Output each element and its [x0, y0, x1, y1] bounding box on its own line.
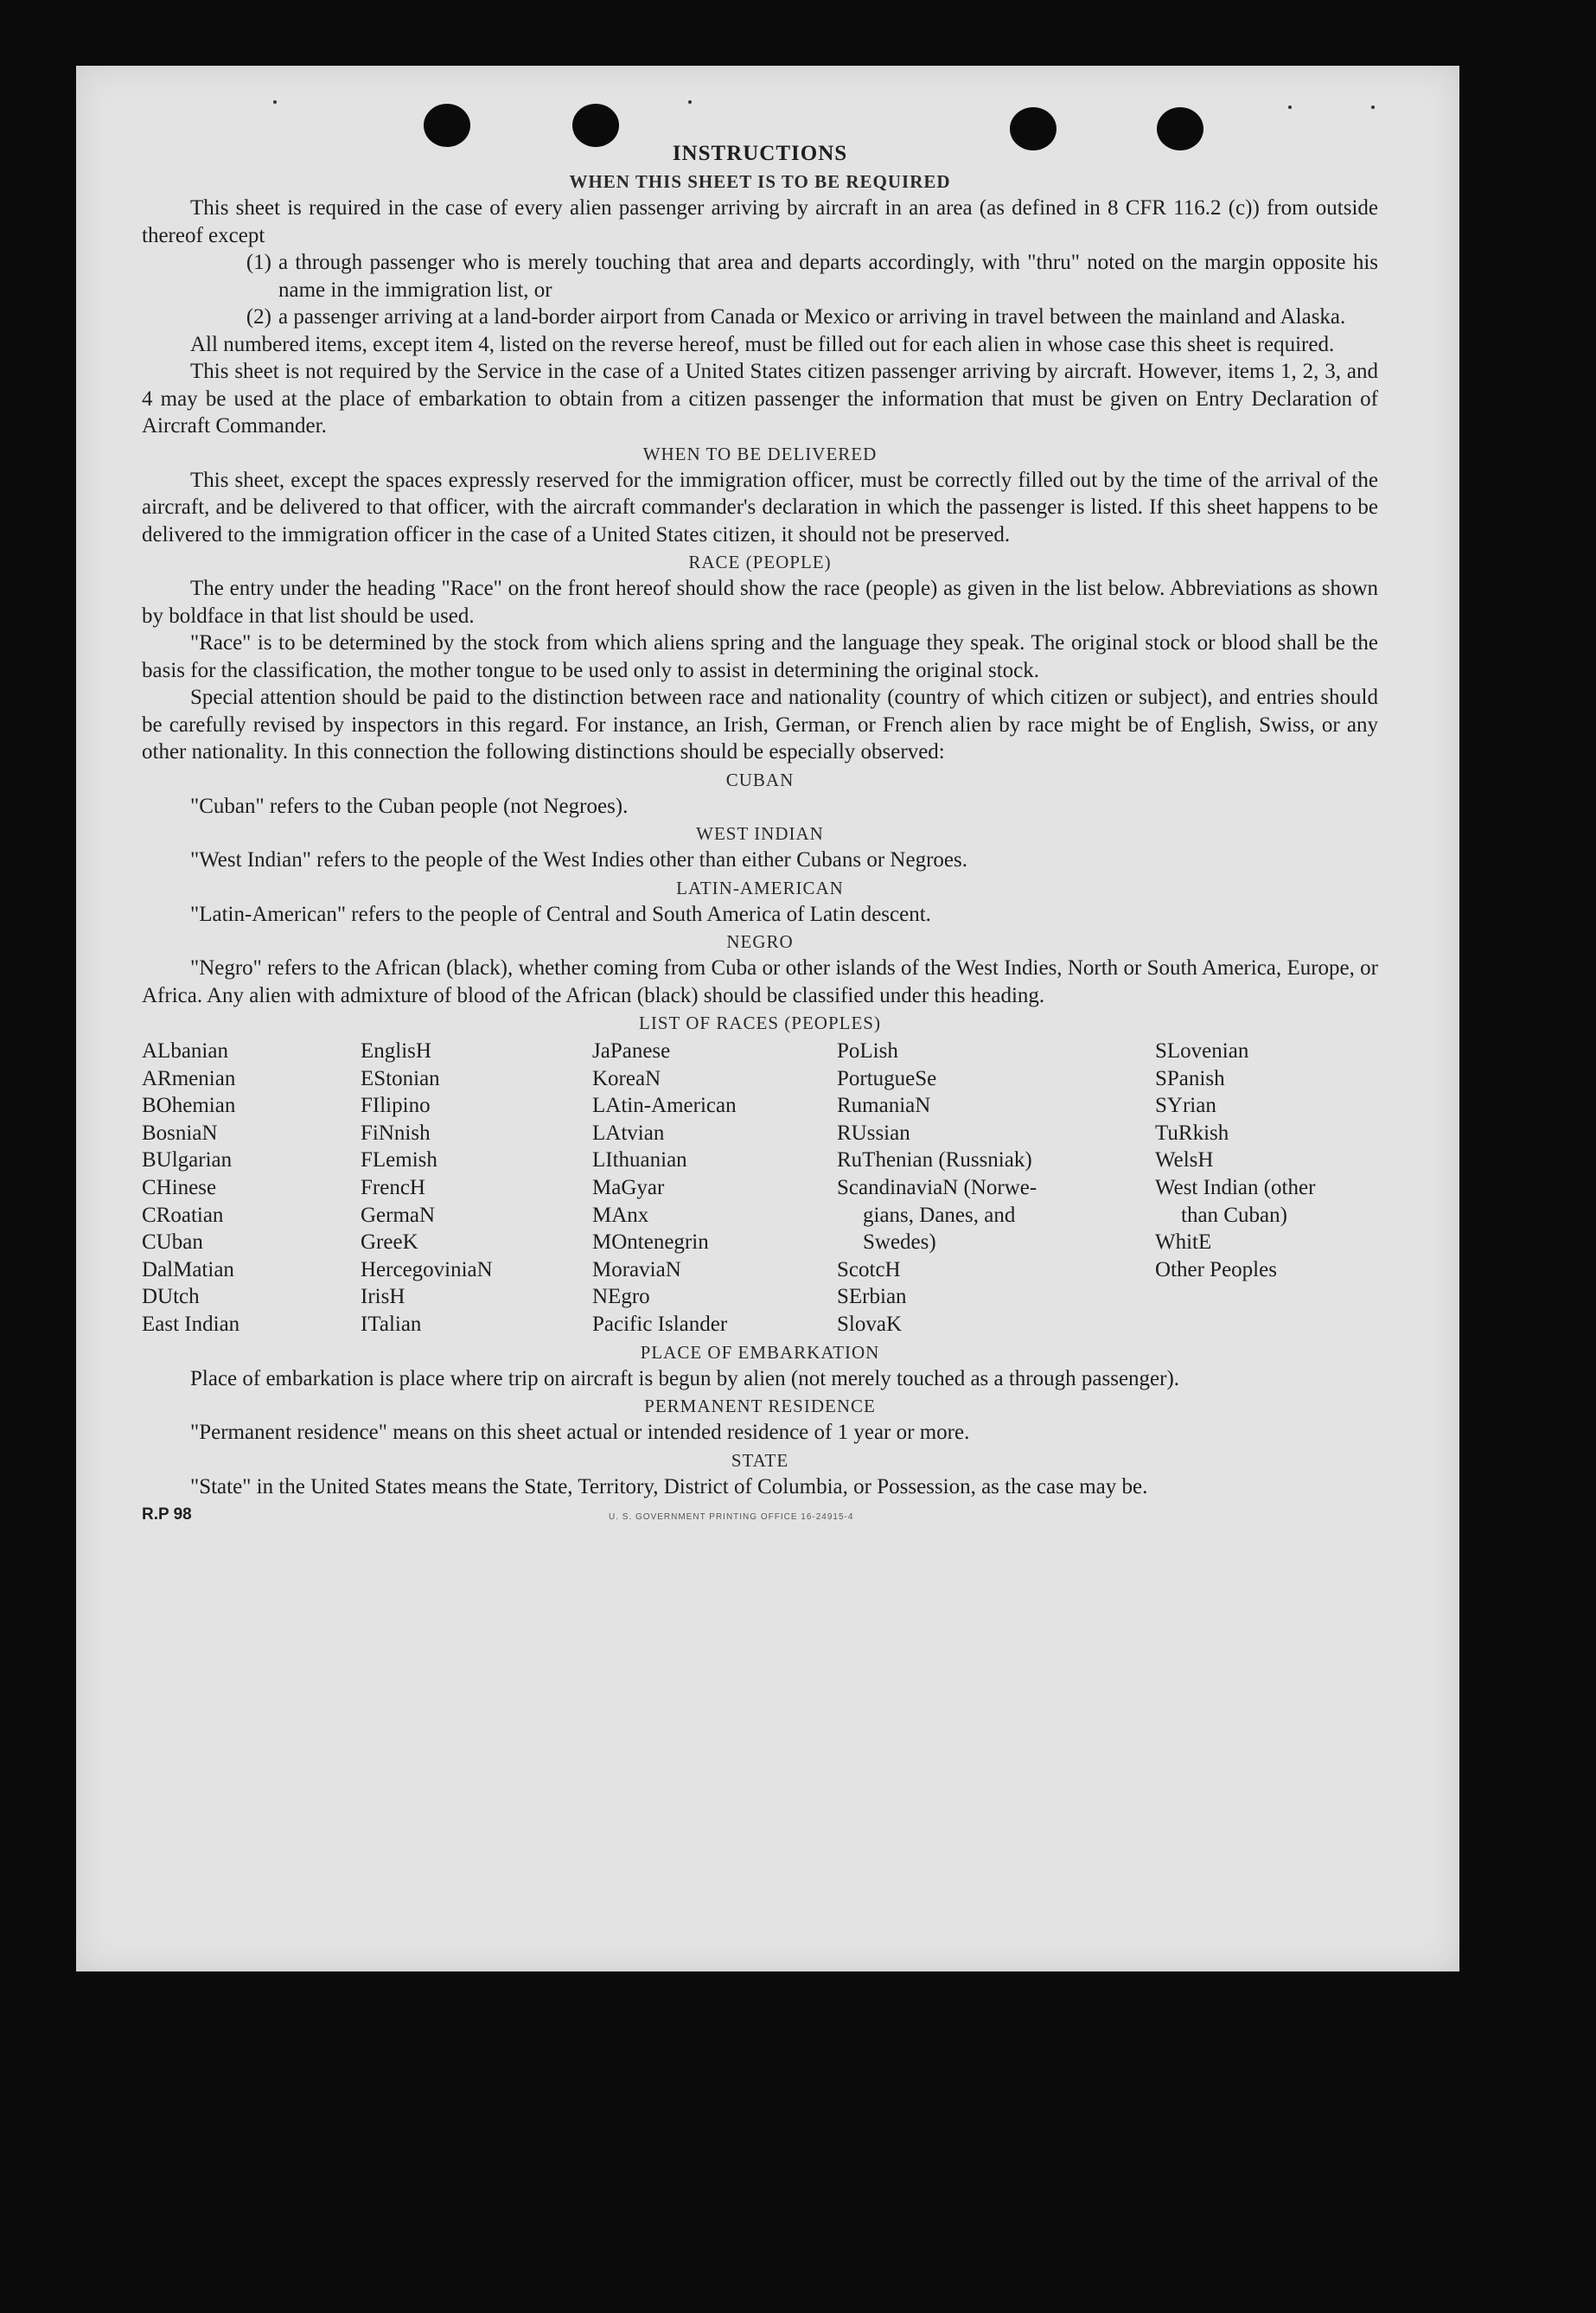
instructions-body — [142, 140, 1378, 1524]
race-entry: MAnx — [592, 1203, 649, 1227]
state-text: "State" in the United States means the State, Territory, District of Columbia, or Possession, as the case may be. — [190, 1474, 1148, 1498]
speck — [1371, 105, 1375, 109]
race-entry-continuation: Swedes) — [863, 1230, 936, 1255]
page-title: INSTRUCTIONS — [672, 142, 848, 165]
form-code: R.P 98 — [142, 1505, 192, 1524]
race-entry: WhitE — [1155, 1230, 1212, 1255]
race-entry: ScandinaviaN (Norwe- — [837, 1175, 1037, 1199]
race-entry: TuRkish — [1155, 1121, 1229, 1145]
race-entry: GreeK — [361, 1230, 418, 1255]
race-entry: SPanish — [1155, 1066, 1225, 1090]
race-entry: LAtin-American — [592, 1094, 737, 1118]
embarkation-text: Place of embarkation is place where trip on aircraft is begun by alien (not merely touched as a through passenger). — [190, 1366, 1180, 1390]
race-entry: SLovenian — [1155, 1039, 1249, 1063]
when-required-intro: This sheet is required in the case of every alien passenger arriving by aircraft in an area (as defined in 8 CFR 116.2 (c)) from outside thereof except — [142, 196, 1378, 247]
race-entry: ITalian — [361, 1312, 422, 1336]
race-entry: FrencH — [361, 1175, 425, 1199]
race-entry: RumaniaN — [837, 1094, 931, 1118]
speck — [1288, 105, 1292, 109]
race-entry: FiNnish — [361, 1121, 431, 1145]
exception-text: a through passenger who is merely touching that area and departs accordingly, with "thru" noted on the margin opposite his name in the immigration list, or — [278, 251, 1378, 302]
race-entry: WelsH — [1155, 1148, 1214, 1172]
residence-heading: PERMANENT RESIDENCE — [644, 1396, 876, 1417]
negro-heading: NEGRO — [726, 931, 794, 952]
race-entry-continuation: gians, Danes, and — [863, 1203, 1016, 1227]
races-column-1 — [142, 1038, 361, 1339]
race-entry: DalMatian — [142, 1257, 234, 1281]
race-entry: DUtch — [142, 1285, 200, 1309]
race-entry: LAtvian — [592, 1121, 665, 1145]
race-entry: EnglisH — [361, 1039, 431, 1063]
race-entry: CHinese — [142, 1175, 217, 1199]
exception-item — [142, 304, 1378, 331]
race-entry: ARmenian — [142, 1066, 236, 1090]
when-delivered-heading: WHEN TO BE DELIVERED — [642, 443, 878, 464]
race-entry: CUban — [142, 1230, 203, 1255]
race-entry: Pacific Islander — [592, 1312, 728, 1336]
race-paragraph-3: Special attention should be paid to the distinction between race and nationality (country of which citizen or subject), and entries should be carefully revised by inspectors in this regard. For instance, an Irish, German, or French alien by race might be of English, Swiss, or any other nationality. In this connection the following distinctions should be especially observed: — [142, 686, 1378, 764]
races-list — [142, 1038, 1378, 1339]
races-list-heading: LIST OF RACES (PEOPLES) — [639, 1013, 881, 1033]
races-column-3 — [592, 1038, 837, 1339]
race-entry: NEgro — [592, 1285, 650, 1309]
cuban-heading: CUBAN — [725, 769, 795, 790]
race-paragraph-1: The entry under the heading "Race" on the front hereof should show the race (people) as given in the list below. Abbreviations as shown by boldface in that list should be used. — [142, 577, 1378, 628]
races-column-4 — [837, 1038, 1155, 1339]
race-entry: FIlipino — [361, 1094, 431, 1118]
state-heading: STATE — [731, 1449, 789, 1471]
race-entry: West Indian (other — [1155, 1175, 1316, 1199]
race-entry: RUssian — [837, 1121, 910, 1145]
race-entry: MoraviaN — [592, 1257, 681, 1281]
race-entry: PoLish — [837, 1039, 898, 1063]
race-entry: MOntenegrin — [592, 1230, 709, 1255]
residence-text: "Permanent residence" means on this sheet actual or intended residence of 1 year or more. — [190, 1421, 970, 1445]
race-entry: FLemish — [361, 1148, 437, 1172]
race-entry: KoreaN — [592, 1066, 661, 1090]
race-entry: BosniaN — [142, 1121, 218, 1145]
when-required-heading: WHEN THIS SHEET IS TO BE REQUIRED — [569, 171, 951, 192]
races-column-5 — [1155, 1038, 1378, 1339]
exception-number: (1) — [246, 251, 271, 274]
race-heading: RACE (PEOPLE) — [688, 552, 832, 572]
race-entry: BUlgarian — [142, 1148, 233, 1172]
west-indian-heading: WEST INDIAN — [696, 823, 824, 844]
latin-american-heading: LATIN-AMERICAN — [676, 877, 844, 898]
race-entry: ScotcH — [837, 1257, 901, 1281]
citizen-paragraph: This sheet is not required by the Service in the case of a United States citizen passenger arriving by aircraft. However, items 1, 2, 3, and 4 may be used at the place of embarkation to obtain from a citizen passenger the information that must be given on Entry Declaration of Aircraft Commander. — [142, 360, 1378, 438]
instruction-sheet — [76, 66, 1459, 1971]
speck — [688, 100, 692, 104]
race-paragraph-2: "Race" is to be determined by the stock from which aliens spring and the language they speak. The original stock or blood shall be the basis for the classification, the mother tongue to be used only to assist in determining the original stock. — [142, 631, 1378, 682]
embarkation-heading: PLACE OF EMBARKATION — [640, 1341, 880, 1363]
race-entry: Other Peoples — [1155, 1257, 1277, 1281]
numbered-items-paragraph: All numbered items, except item 4, listed on the reverse hereof, must be filled out for each alien in whose case this sheet is required. — [190, 332, 1335, 356]
race-entry: SErbian — [837, 1285, 907, 1309]
race-entry: GermaN — [361, 1203, 436, 1227]
exception-item — [142, 249, 1378, 304]
race-entry: EStonian — [361, 1066, 440, 1090]
race-entry: HercegoviniaN — [361, 1257, 493, 1281]
race-entry: IrisH — [361, 1285, 405, 1309]
race-entry: SYrian — [1155, 1094, 1216, 1118]
race-entry: RuThenian (Russniak) — [837, 1148, 1032, 1172]
race-entry: SlovaK — [837, 1312, 902, 1336]
exception-number: (2) — [246, 305, 271, 329]
cuban-text: "Cuban" refers to the Cuban people (not Negroes). — [190, 794, 629, 818]
negro-text: "Negro" refers to the African (black), whether coming from Cuba or other islands of the West Indies, North or South America, Europe, or Africa. Any alien with admixture of blood of the African (black) should be classified under this heading. — [142, 956, 1378, 1007]
race-entry: JaPanese — [592, 1039, 671, 1063]
race-entry: LIthuanian — [592, 1148, 687, 1172]
exception-text: a passenger arriving at a land-border airport from Canada or Mexico or arriving in travel between the mainland and Alaska. — [278, 305, 1346, 329]
latin-american-text: "Latin-American" refers to the people of Central and South America of Latin descent. — [190, 902, 931, 926]
page-footer — [142, 1505, 1378, 1524]
printer-imprint: U. S. GOVERNMENT PRINTING OFFICE 16-24915-4 — [609, 1512, 854, 1523]
race-entry: MaGyar — [592, 1175, 665, 1199]
race-entry: BOhemian — [142, 1094, 236, 1118]
race-entry-continuation: than Cuban) — [1181, 1203, 1287, 1227]
race-entry: ALbanian — [142, 1039, 228, 1063]
race-entry: PortugueSe — [837, 1066, 937, 1090]
races-column-2 — [361, 1038, 592, 1339]
speck — [273, 100, 277, 104]
race-entry: CRoatian — [142, 1203, 224, 1227]
when-delivered-text: This sheet, except the spaces expressly reserved for the immigration officer, must be correctly filled out by the time of the arrival of the aircraft, and be delivered to that officer, with the aircraft commander's declaration in which the passenger is listed. If this sheet happens to be delivered to the immigration officer in the case of a United States citizen, it should not be preserved. — [142, 468, 1378, 546]
race-entry: East Indian — [142, 1312, 240, 1336]
west-indian-text: "West Indian" refers to the people of the West Indies other than either Cubans or Negroes. — [190, 848, 967, 872]
